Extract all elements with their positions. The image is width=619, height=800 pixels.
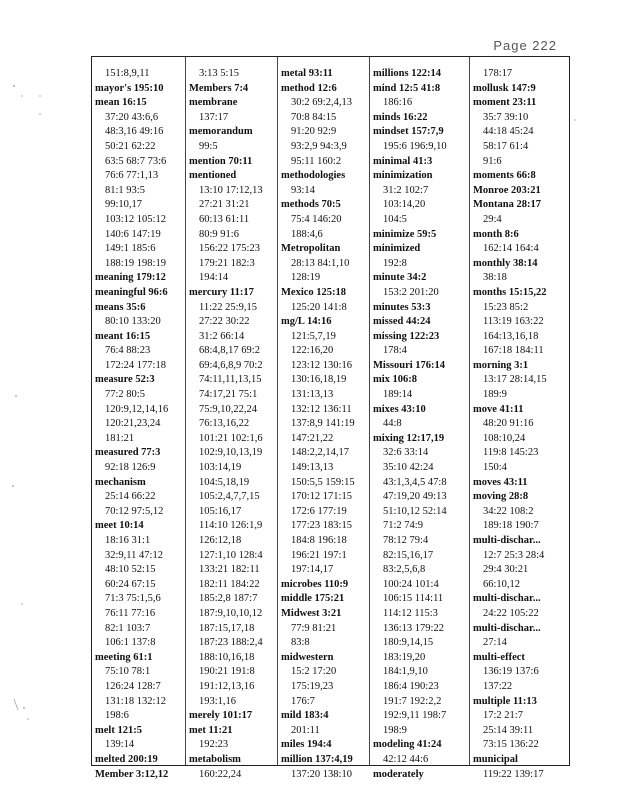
index-page-refs: 104:5 bbox=[383, 213, 407, 225]
index-page-refs: 190:21 191:8 bbox=[199, 666, 255, 678]
index-page-refs: 105:16,17 bbox=[199, 505, 242, 517]
index-page-refs: 164:13,16,18 bbox=[483, 330, 539, 342]
index-page-refs: 91:6 bbox=[483, 155, 502, 167]
index-term: moments 66:8 bbox=[473, 170, 536, 182]
index-term: moderately bbox=[373, 768, 424, 780]
index-page-refs: 148:2,2,14,17 bbox=[291, 447, 350, 459]
index-term: moment 23:11 bbox=[473, 97, 537, 109]
index-page-refs: 32:9,11 47:12 bbox=[105, 549, 163, 561]
index-term: missed 44:24 bbox=[373, 316, 431, 328]
index-page-refs: 28:13 84:1,10 bbox=[291, 257, 350, 269]
index-page-refs: 70:12 97:5,12 bbox=[105, 505, 164, 517]
index-page-refs: 83:2,5,6,8 bbox=[383, 564, 426, 576]
index-page-refs: 137:8,9 141:19 bbox=[291, 418, 355, 430]
index-column-3 bbox=[277, 57, 369, 780]
index-page-refs: 18:16 31:1 bbox=[105, 535, 151, 546]
index-term: middle 175:21 bbox=[281, 593, 345, 605]
index-page-refs: 38:18 bbox=[483, 272, 507, 284]
index-page-refs: 30:2 69:2,4,13 bbox=[291, 97, 352, 109]
index-page-refs: 187:15,17,18 bbox=[199, 622, 255, 634]
index-page-refs: 12:7 25:3 28:4 bbox=[483, 549, 545, 561]
index-page-refs: 15:23 85:2 bbox=[483, 301, 529, 313]
index-page-refs: 130:16,18,19 bbox=[291, 374, 347, 386]
index-page-refs: 74:17,21 75:1 bbox=[199, 389, 258, 401]
index-term: moving 28:8 bbox=[473, 491, 529, 503]
index-page-refs: 74:11,11,13,15 bbox=[199, 374, 262, 386]
index-page-refs: 73:15 136:22 bbox=[483, 739, 539, 751]
index-page-refs: 186:4 190:23 bbox=[383, 680, 439, 692]
index-term: mayor's 195:10 bbox=[95, 82, 164, 94]
index-term: mixing 12:17,19 bbox=[373, 432, 445, 444]
index-page-refs: 150:5,5 159:15 bbox=[291, 476, 355, 488]
index-term: minds 16:22 bbox=[373, 111, 428, 123]
index-page-refs: 182:11 184:22 bbox=[199, 578, 260, 590]
index-page-refs: 75:9,10,22,24 bbox=[199, 403, 258, 415]
index-term: methods 70:5 bbox=[281, 199, 341, 211]
index-page-refs: 147:21,22 bbox=[291, 432, 334, 444]
index-page-refs: 176:7 bbox=[291, 695, 315, 707]
index-page-refs: 76:6 77:1,13 bbox=[105, 170, 159, 182]
index-page-refs: 186:16 bbox=[383, 97, 413, 109]
index-page-refs: 184:8 196:18 bbox=[291, 535, 347, 546]
index-page-refs: 106:15 114:11 bbox=[383, 593, 444, 605]
index-page-refs: 153:2 201:20 bbox=[383, 286, 439, 298]
index-term: minimal 41:3 bbox=[373, 155, 433, 167]
index-page-refs: 47:19,20 49:13 bbox=[383, 491, 447, 503]
index-term: minutes 53:3 bbox=[373, 301, 431, 313]
index-page-refs: 75:4 146:20 bbox=[291, 213, 342, 225]
index-page-refs: 180:9,14,15 bbox=[383, 637, 434, 649]
index-page-refs: 198:6 bbox=[105, 710, 129, 722]
index-page-refs: 71:3 75:1,5,6 bbox=[105, 593, 161, 605]
index-term: measured 77:3 bbox=[95, 447, 161, 459]
index-page-refs: 106:1 137:8 bbox=[105, 637, 156, 649]
index-column-1 bbox=[92, 57, 185, 780]
index-page-refs: 105:2,4,7,7,15 bbox=[199, 491, 260, 503]
index-page-refs: 178:17 bbox=[483, 68, 513, 79]
index-term: mechanism bbox=[95, 476, 146, 488]
index-page-refs: 181:21 bbox=[105, 432, 135, 444]
index-term: meaning 179:12 bbox=[95, 272, 166, 284]
index-page-refs: 99:10,17 bbox=[105, 199, 143, 211]
index-page-refs: 187:9,10,10,12 bbox=[199, 607, 263, 619]
index-column-5 bbox=[469, 57, 568, 780]
index-page-refs: 114:12 115:3 bbox=[383, 607, 438, 619]
index-page-refs: 11:22 25:9,15 bbox=[199, 301, 257, 313]
index-term: month 8:6 bbox=[473, 228, 519, 240]
index-term: meeting 61:1 bbox=[95, 651, 153, 663]
index-term: membrane bbox=[189, 97, 238, 109]
index-page-refs: 149:13,13 bbox=[291, 462, 334, 474]
index-page-refs: 78:12 79:4 bbox=[383, 535, 429, 546]
index-page-refs: 93:2,9 94:3,9 bbox=[291, 140, 347, 152]
index-page-refs: 170:12 171:15 bbox=[291, 491, 352, 503]
index-page-refs: 42:12 44:6 bbox=[383, 753, 429, 765]
index-page-refs: 150:4 bbox=[483, 462, 507, 474]
index-term: Member 3:12,12 bbox=[95, 768, 169, 780]
index-page-refs: 91:20 92:9 bbox=[291, 126, 337, 138]
index-term: million 137:4,19 bbox=[281, 753, 353, 765]
index-page-refs: 82:1 103:7 bbox=[105, 622, 151, 634]
index-term: mean 16:15 bbox=[95, 97, 147, 109]
index-term: methodologies bbox=[281, 170, 346, 182]
index-page-refs: 43:1,3,4,5 47:8 bbox=[383, 476, 447, 488]
index-page-refs: 63:5 68:7 73:6 bbox=[105, 155, 167, 167]
index-page-refs: 101:21 102:1,6 bbox=[199, 432, 263, 444]
index-page-refs: 196:21 197:1 bbox=[291, 549, 347, 561]
index-page-refs: 167:18 184:11 bbox=[483, 345, 544, 357]
index-term: missing 122:23 bbox=[373, 330, 440, 342]
index-page-refs: 113:19 163:22 bbox=[483, 316, 544, 328]
index-page-refs: 24:22 105:22 bbox=[483, 607, 539, 619]
index-page-refs: 188:4,6 bbox=[291, 228, 323, 240]
index-term: months 15:15,22 bbox=[473, 286, 547, 298]
index-page-refs: 76:11 77:16 bbox=[105, 607, 156, 619]
index-term: mention 70:11 bbox=[189, 155, 253, 167]
index-page-refs: 58:17 61:4 bbox=[483, 140, 529, 152]
index-page-refs: 197:14,17 bbox=[291, 564, 334, 576]
index-term: minute 34:2 bbox=[373, 272, 427, 284]
index-term: moves 43:11 bbox=[473, 476, 528, 488]
index-page-refs: 126:24 128:7 bbox=[105, 680, 161, 692]
index-page-refs: 27:14 bbox=[483, 637, 507, 649]
index-page-refs: 195:6 196:9,10 bbox=[383, 140, 447, 152]
index-term: mollusk 147:9 bbox=[473, 82, 536, 94]
index-page-refs: 191:12,13,16 bbox=[199, 680, 255, 692]
index-page-refs: 82:15,16,17 bbox=[383, 549, 434, 561]
index-term: melt 121:5 bbox=[95, 724, 142, 736]
index-page-refs: 201:11 bbox=[291, 724, 320, 736]
index-page-refs: 188:10,16,18 bbox=[199, 651, 255, 663]
index-term: minimization bbox=[373, 170, 433, 182]
index-page-refs: 76:4 88:23 bbox=[105, 345, 151, 357]
index-column-4 bbox=[369, 57, 469, 780]
index-page-refs: 35:10 42:24 bbox=[383, 462, 434, 474]
word-index-table bbox=[91, 56, 570, 780]
index-page-refs: 80:10 133:20 bbox=[105, 316, 161, 328]
index-term: measure 52:3 bbox=[95, 374, 155, 386]
index-page-refs: 151:8,9,11 bbox=[105, 68, 150, 79]
index-page-refs: 120:9,12,14,16 bbox=[105, 403, 169, 415]
index-page-refs: 80:9 91:6 bbox=[199, 228, 239, 240]
index-page-refs: 35:7 39:10 bbox=[483, 111, 529, 123]
index-term: met 11:21 bbox=[189, 724, 233, 736]
index-page-refs: 172:6 177:19 bbox=[291, 505, 347, 517]
index-page-refs: 156:22 175:23 bbox=[199, 243, 260, 255]
index-term: merely 101:17 bbox=[189, 710, 253, 722]
index-page-refs: 44:18 45:24 bbox=[483, 126, 534, 138]
index-page-refs: 44:8 bbox=[383, 418, 402, 430]
index-page-refs: 119:22 139:17 bbox=[483, 768, 544, 780]
index-page-refs: 191:7 192:2,2 bbox=[383, 695, 442, 707]
index-page-refs: 81:1 93:5 bbox=[105, 184, 145, 196]
index-page-refs: 31:2 102:7 bbox=[383, 184, 429, 196]
index-page-refs: 162:14 164:4 bbox=[483, 243, 539, 255]
index-page-refs: 29:4 30:21 bbox=[483, 564, 529, 576]
index-term: meaningful 96:6 bbox=[95, 286, 168, 298]
index-page-refs: 198:9 bbox=[383, 724, 407, 736]
index-term: multi-dischar... bbox=[473, 593, 541, 605]
index-term: Mexico 125:18 bbox=[281, 286, 347, 298]
index-term: millions 122:14 bbox=[373, 68, 441, 79]
index-page-refs: 83:8 bbox=[291, 637, 310, 649]
index-page-refs: 125:20 141:8 bbox=[291, 301, 347, 313]
index-page-refs: 13:17 28:14,15 bbox=[483, 374, 547, 386]
index-term: microbes 110:9 bbox=[281, 578, 349, 590]
index-term: miles 194:4 bbox=[281, 739, 332, 751]
index-term: minimized bbox=[373, 243, 421, 255]
index-page-refs: 193:1,16 bbox=[199, 695, 237, 707]
index-page-refs: 103:14,19 bbox=[199, 462, 242, 474]
index-page-refs: 25:14 39:11 bbox=[483, 724, 534, 736]
index-term: means 35:6 bbox=[95, 301, 146, 313]
index-page-refs: 15:2 17:20 bbox=[291, 666, 337, 678]
index-page-refs: 48:20 91:16 bbox=[483, 418, 534, 430]
index-page-refs: 132:12 136:11 bbox=[291, 403, 352, 415]
index-page-refs: 185:2,8 187:7 bbox=[199, 593, 258, 605]
index-page-refs: 188:19 198:19 bbox=[105, 257, 166, 269]
index-page-refs: 77:2 80:5 bbox=[105, 389, 145, 401]
index-page-refs: 17:2 21:7 bbox=[483, 710, 523, 722]
index-page-refs: 68:4,8,17 69:2 bbox=[199, 345, 260, 357]
index-page-refs: 27:21 31:21 bbox=[199, 199, 250, 211]
index-page-refs: 192:8 bbox=[383, 257, 407, 269]
index-page-refs: 184:1,9,10 bbox=[383, 666, 428, 678]
index-page-refs: 75:10 78:1 bbox=[105, 666, 151, 678]
index-page-refs: 136:13 179:22 bbox=[383, 622, 444, 634]
index-page-refs: 189:18 190:7 bbox=[483, 520, 539, 532]
index-page-refs: 92:18 126:9 bbox=[105, 462, 156, 474]
index-term: move 41:11 bbox=[473, 403, 524, 415]
index-page-refs: 95:11 160:2 bbox=[291, 155, 342, 167]
index-page-refs: 149:1 185:6 bbox=[105, 243, 156, 255]
index-page-refs: 175:19,23 bbox=[291, 680, 334, 692]
index-page-refs: 3:13 5:15 bbox=[199, 68, 239, 79]
index-page-refs: 120:21,23,24 bbox=[105, 418, 161, 430]
index-term: Members 7:4 bbox=[189, 82, 249, 94]
index-page-refs: 189:14 bbox=[383, 389, 413, 401]
index-page-refs: 119:8 145:23 bbox=[483, 447, 539, 459]
index-page-refs: 194:14 bbox=[199, 272, 229, 284]
index-term: metal 93:11 bbox=[281, 68, 333, 79]
index-page-refs: 34:22 108:2 bbox=[483, 505, 534, 517]
index-page-refs: 66:10,12 bbox=[483, 578, 521, 590]
index-page-refs: 103:14,20 bbox=[383, 199, 426, 211]
index-term: municipal bbox=[473, 753, 518, 765]
index-page-refs: 32:6 33:14 bbox=[383, 447, 429, 459]
index-term: monthly 38:14 bbox=[473, 257, 538, 269]
index-page-refs: 121:5,7,19 bbox=[291, 330, 336, 342]
index-term: multiple 11:13 bbox=[473, 695, 537, 707]
index-term: minimize 59:5 bbox=[373, 228, 437, 240]
index-page-refs: 50:21 62:22 bbox=[105, 140, 156, 152]
index-term: modeling 41:24 bbox=[373, 739, 442, 751]
index-page-refs: 51:10,12 52:14 bbox=[383, 505, 447, 517]
index-page-refs: 27:22 30:22 bbox=[199, 316, 250, 328]
index-term: Montana 28:17 bbox=[473, 199, 541, 211]
index-page-refs: 29:4 bbox=[483, 213, 502, 225]
index-term: multi-dischar... bbox=[473, 535, 541, 546]
index-term: meet 10:14 bbox=[95, 520, 144, 532]
index-page-refs: 137:22 bbox=[483, 680, 513, 692]
index-page-refs: 48:10 52:15 bbox=[105, 564, 156, 576]
index-page-refs: 122:16,20 bbox=[291, 345, 334, 357]
index-page-refs: 172:24 177:18 bbox=[105, 359, 166, 371]
index-page-refs: 93:14 bbox=[291, 184, 315, 196]
index-page-refs: 25:14 66:22 bbox=[105, 491, 156, 503]
index-page-refs: 137:20 138:10 bbox=[291, 768, 352, 780]
index-term: mg/L 14:16 bbox=[281, 316, 332, 328]
index-term: mindset 157:7,9 bbox=[373, 126, 444, 138]
index-term: meant 16:15 bbox=[95, 330, 151, 342]
index-page-refs: 71:2 74:9 bbox=[383, 520, 423, 532]
index-term: Missouri 176:14 bbox=[373, 359, 446, 371]
index-term: mixes 43:10 bbox=[373, 403, 426, 415]
index-term: metabolism bbox=[189, 753, 241, 765]
index-term: mix 106:8 bbox=[373, 374, 418, 386]
index-page-refs: 13:10 17:12,13 bbox=[199, 184, 263, 196]
index-page-refs: 139:14 bbox=[105, 739, 135, 751]
index-page-refs: 160:22,24 bbox=[199, 768, 242, 780]
index-page-refs: 31:2 66:14 bbox=[199, 330, 245, 342]
index-page-refs: 37:20 43:6,6 bbox=[105, 111, 159, 123]
index-page-refs: 178:4 bbox=[383, 345, 407, 357]
index-term: Metropolitan bbox=[281, 243, 341, 255]
index-term: Midwest 3:21 bbox=[281, 607, 342, 619]
index-page-refs: 131:18 132:12 bbox=[105, 695, 166, 707]
index-page-refs: 77:9 81:21 bbox=[291, 622, 337, 634]
index-page-refs: 192:9,11 198:7 bbox=[383, 710, 447, 722]
index-page-refs: 140:6 147:19 bbox=[105, 228, 161, 240]
index-page-refs: 183:19,20 bbox=[383, 651, 426, 663]
index-page-refs: 189:9 bbox=[483, 389, 507, 401]
index-page-refs: 123:12 130:16 bbox=[291, 359, 352, 371]
index-page-refs: 179:21 182:3 bbox=[199, 257, 255, 269]
index-page-refs: 48:3,16 49:16 bbox=[105, 126, 164, 138]
index-page-refs: 99:5 bbox=[199, 140, 218, 152]
index-page-refs: 114:10 126:1,9 bbox=[199, 520, 263, 532]
index-page-refs: 108:10,24 bbox=[483, 432, 526, 444]
index-page-refs: 60:13 61:11 bbox=[199, 213, 250, 225]
index-page-refs: 187:23 188:2,4 bbox=[199, 637, 263, 649]
index-term: multi-effect bbox=[473, 651, 525, 663]
index-term: mercury 11:17 bbox=[189, 286, 254, 298]
index-term: mild 183:4 bbox=[281, 710, 329, 722]
index-page-refs: 126:12,18 bbox=[199, 535, 242, 546]
index-term: midwestern bbox=[281, 651, 334, 663]
index-page-refs: 131:13,13 bbox=[291, 389, 334, 401]
page-number-label: Page 222 bbox=[493, 38, 557, 53]
index-term: method 12:6 bbox=[281, 82, 337, 94]
index-term: Monroe 203:21 bbox=[473, 184, 541, 196]
index-term: memorandum bbox=[189, 126, 253, 138]
index-term: multi-dischar... bbox=[473, 622, 541, 634]
index-page-refs: 177:23 183:15 bbox=[291, 520, 352, 532]
index-page-refs: 69:4,6,8,9 70:2 bbox=[199, 359, 263, 371]
index-term: melted 200:19 bbox=[95, 753, 158, 765]
index-page-refs: 60:24 67:15 bbox=[105, 578, 156, 590]
index-term: morning 3:1 bbox=[473, 359, 529, 371]
index-page-refs: 136:19 137:6 bbox=[483, 666, 539, 678]
index-page-refs: 133:21 182:11 bbox=[199, 564, 260, 576]
index-page-refs: 76:13,16,22 bbox=[199, 418, 250, 430]
index-page-refs: 103:12 105:12 bbox=[105, 213, 166, 225]
index-page-refs: 70:8 84:15 bbox=[291, 111, 337, 123]
index-column-2 bbox=[185, 57, 277, 780]
index-page-refs: 100:24 101:4 bbox=[383, 578, 439, 590]
index-page-refs: 104:5,18,19 bbox=[199, 476, 250, 488]
index-term: mind 12:5 41:8 bbox=[373, 82, 441, 94]
index-page-refs: 127:1,10 128:4 bbox=[199, 549, 263, 561]
index-page-refs: 137:17 bbox=[199, 111, 229, 123]
index-term: mentioned bbox=[189, 170, 237, 182]
index-page-refs: 192:23 bbox=[199, 739, 229, 751]
index-page-refs: 102:9,10,13,19 bbox=[199, 447, 263, 459]
index-page-refs: 128:19 bbox=[291, 272, 321, 284]
